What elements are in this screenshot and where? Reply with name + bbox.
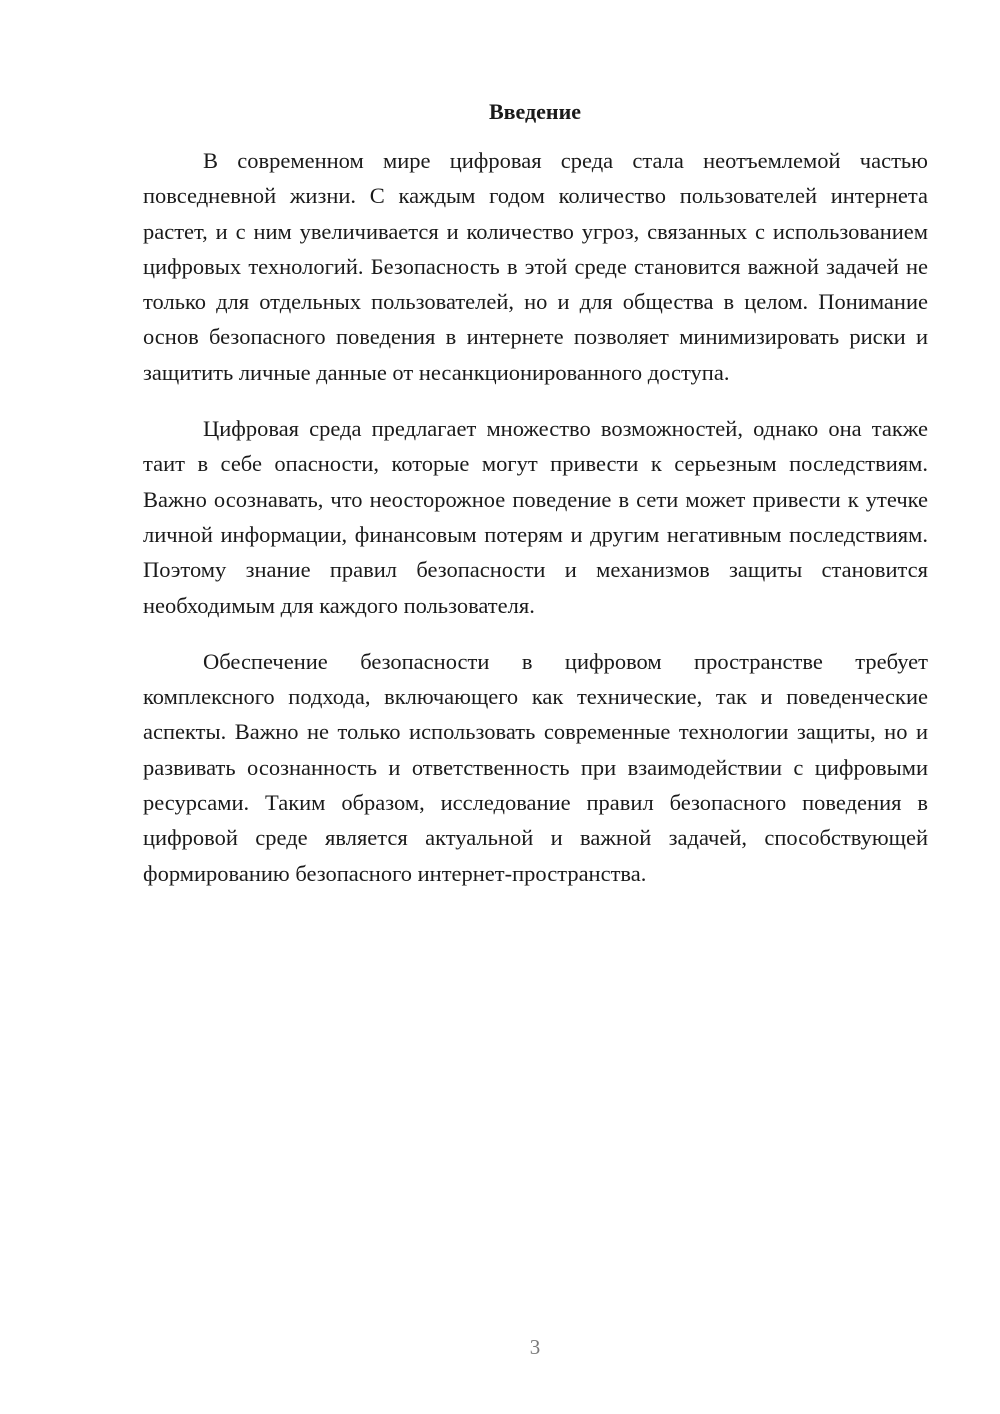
page-number: 3 <box>529 1335 541 1359</box>
body-text <box>143 143 928 891</box>
paragraph-2: Цифровая среда предлагает множество возможностей, однако она также таит в себе опасности, которые могут привести к серьезным последствиям. Важно осознавать, что неосторожное поведение в сети может привести к утечке личной информации, финансовым потерям и другим негативным последствиям. Поэтому знание правил безопасности и механизмов защиты становится необходимым для каждого пользователя. <box>143 416 928 618</box>
paragraph-3: Обеспечение безопасности в цифровом пространстве требует комплексного подхода, включающего как технические, так и поведенческие аспекты. Важно не только использовать современные технологии защиты, но и развивать осознанность и ответственность при взаимодействии с цифровыми ресурсами. Таким образом, исследование правил безопасного поведения в цифровой среде является актуальной и важной задачей, способствующей формированию безопасного интернет-пространства. <box>143 648 928 886</box>
section-heading: Введение <box>488 99 582 124</box>
paragraph-1: В современном мире цифровая среда стала неотъемлемой частью повседневной жизни. С каждым годом количество пользователей интернета растет, и с ним увеличивается и количество угроз, связанных с использованием цифровых технологий. Безопасность в этой среде становится важной задачей не только для отдельных пользователей, но и для общества в целом. Понимание основ безопасного поведения в интернете позволяет минимизировать риски и защитить личные данные от несанкционированного доступа. <box>143 148 928 385</box>
